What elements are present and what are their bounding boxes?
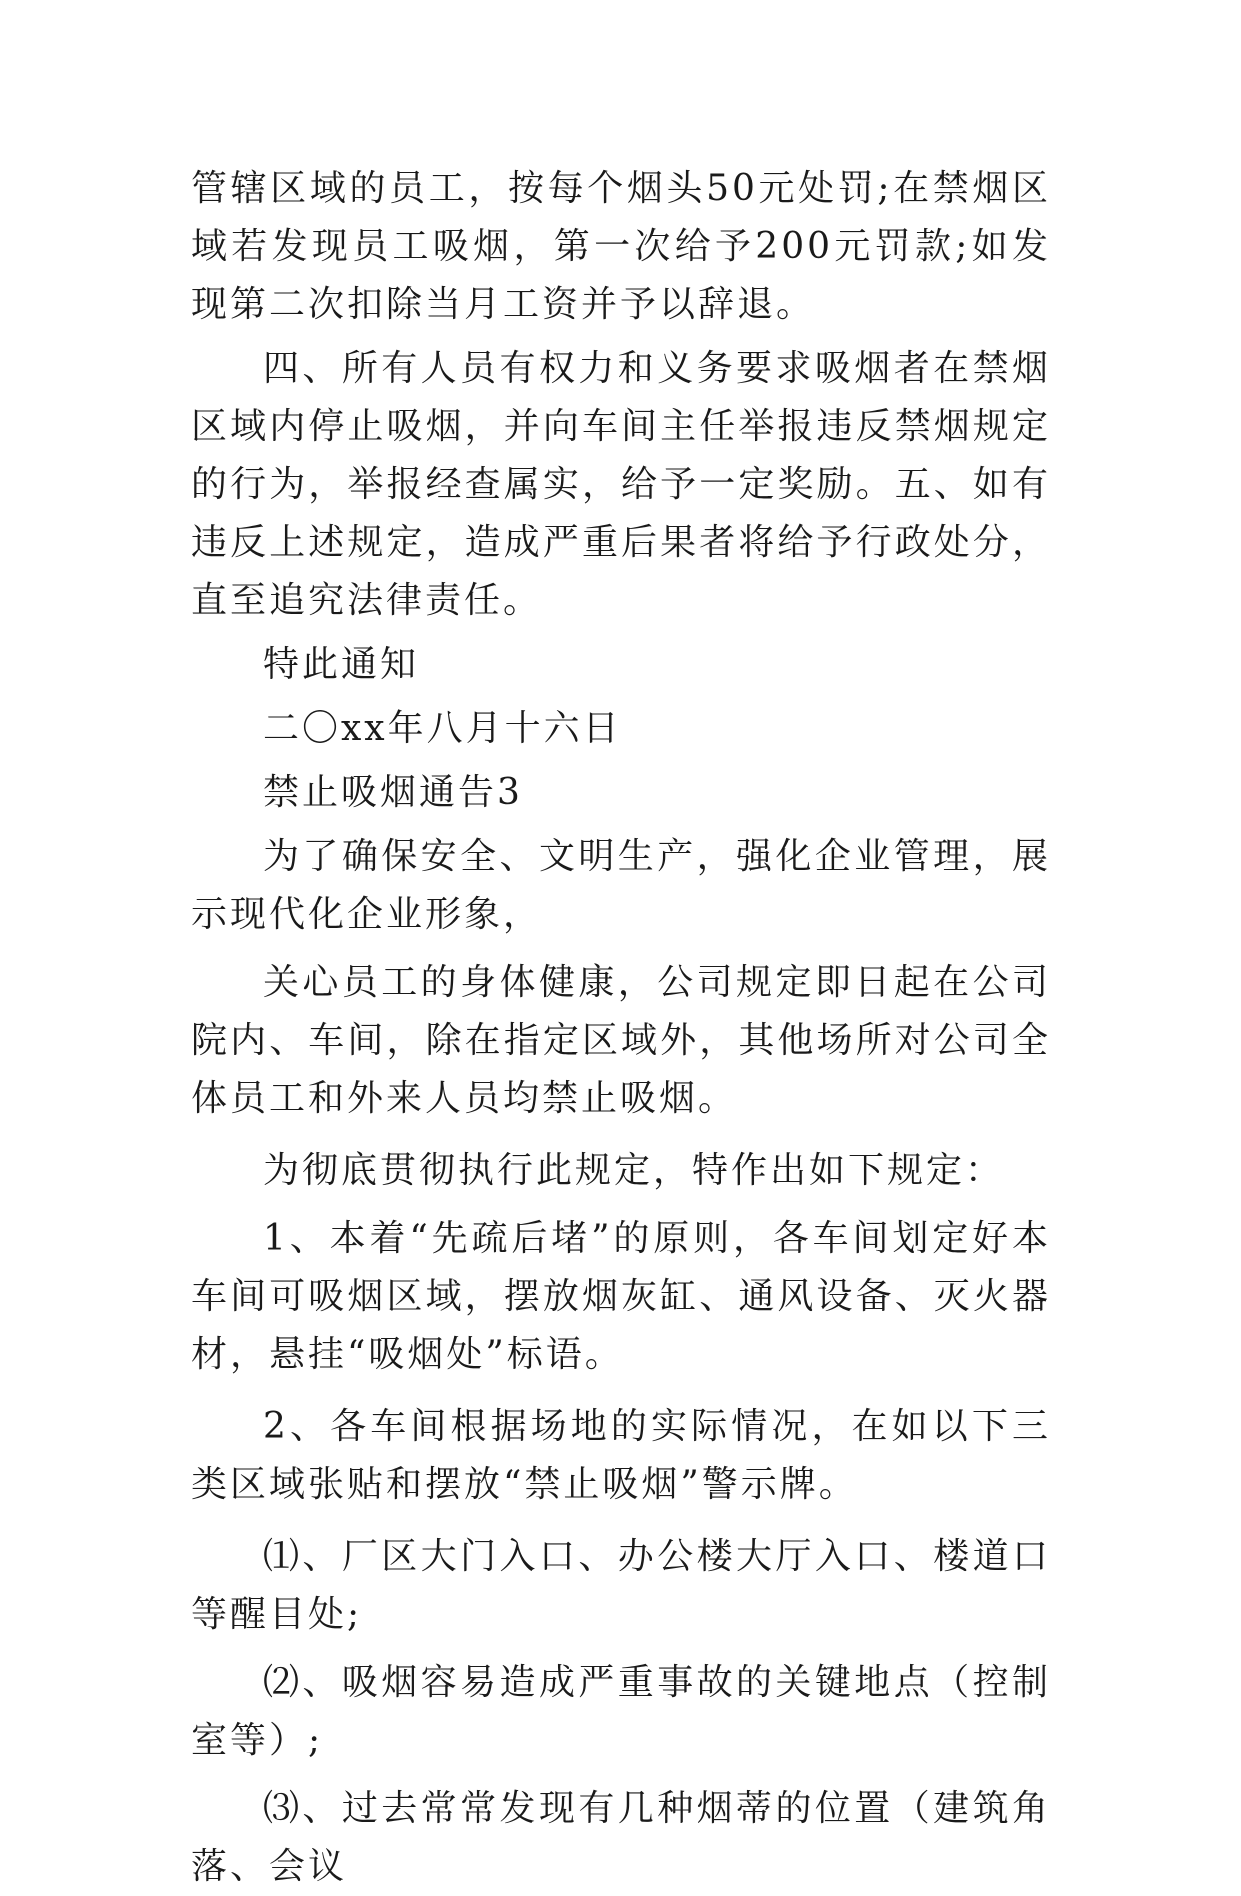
paragraph-rule-two: 2、各车间根据场地的实际情况，在如以下三类区域张贴和摆放“禁止吸烟”警示牌。 [191, 1406, 1051, 1505]
paragraph-notice-closing: 特此通知 [263, 644, 420, 685]
paragraph-purpose: 为了确保安全、文明生产，强化企业管理，展示现代化企业形象， [191, 836, 1051, 935]
list-item-area-3: ⑶、过去常常发现有几种烟蒂的位置（建筑角落、会议 [191, 1788, 1051, 1887]
section-heading-notice-3: 禁止吸烟通告3 [263, 772, 523, 813]
paragraph-penalty-continued: 管辖区域的员工，按每个烟头50元处罚;在禁烟区域若发现员工吸烟，第一次给予200元罚款;如发现第二次扣除当月工资并予以辞退。 [191, 168, 1051, 325]
paragraph-health: 关心员工的身体健康，公司规定即日起在公司院内、车间，除在指定区域外，其他场所对公司全体员工和外来人员均禁止吸烟。 [191, 962, 1051, 1119]
list-item-area-2: ⑵、吸烟容易造成严重事故的关键地点（控制室等）; [191, 1662, 1051, 1761]
document-page [191, 160, 1051, 1896]
paragraph-implementation: 为彻底贯彻执行此规定，特作出如下规定： [263, 1150, 1005, 1191]
list-item-area-1: ⑴、厂区大门入口、办公楼大厅入口、楼道口等醒目处; [191, 1536, 1051, 1635]
paragraph-date: 二〇xx年八月十六日 [263, 708, 622, 749]
paragraph-item-four-five: 四、所有人员有权力和义务要求吸烟者在禁烟区域内停止吸烟，并向车间主任举报违反禁烟规定的行为，举报经查属实，给予一定奖励。五、如有违反上述规定，造成严重后果者将给予行政处分，直至追究法律责任。 [191, 348, 1051, 621]
paragraph-rule-one: 1、本着“先疏后堵”的原则，各车间划定好本车间可吸烟区域，摆放烟灰缸、通风设备、灭火器材，悬挂“吸烟处”标语。 [191, 1218, 1051, 1375]
